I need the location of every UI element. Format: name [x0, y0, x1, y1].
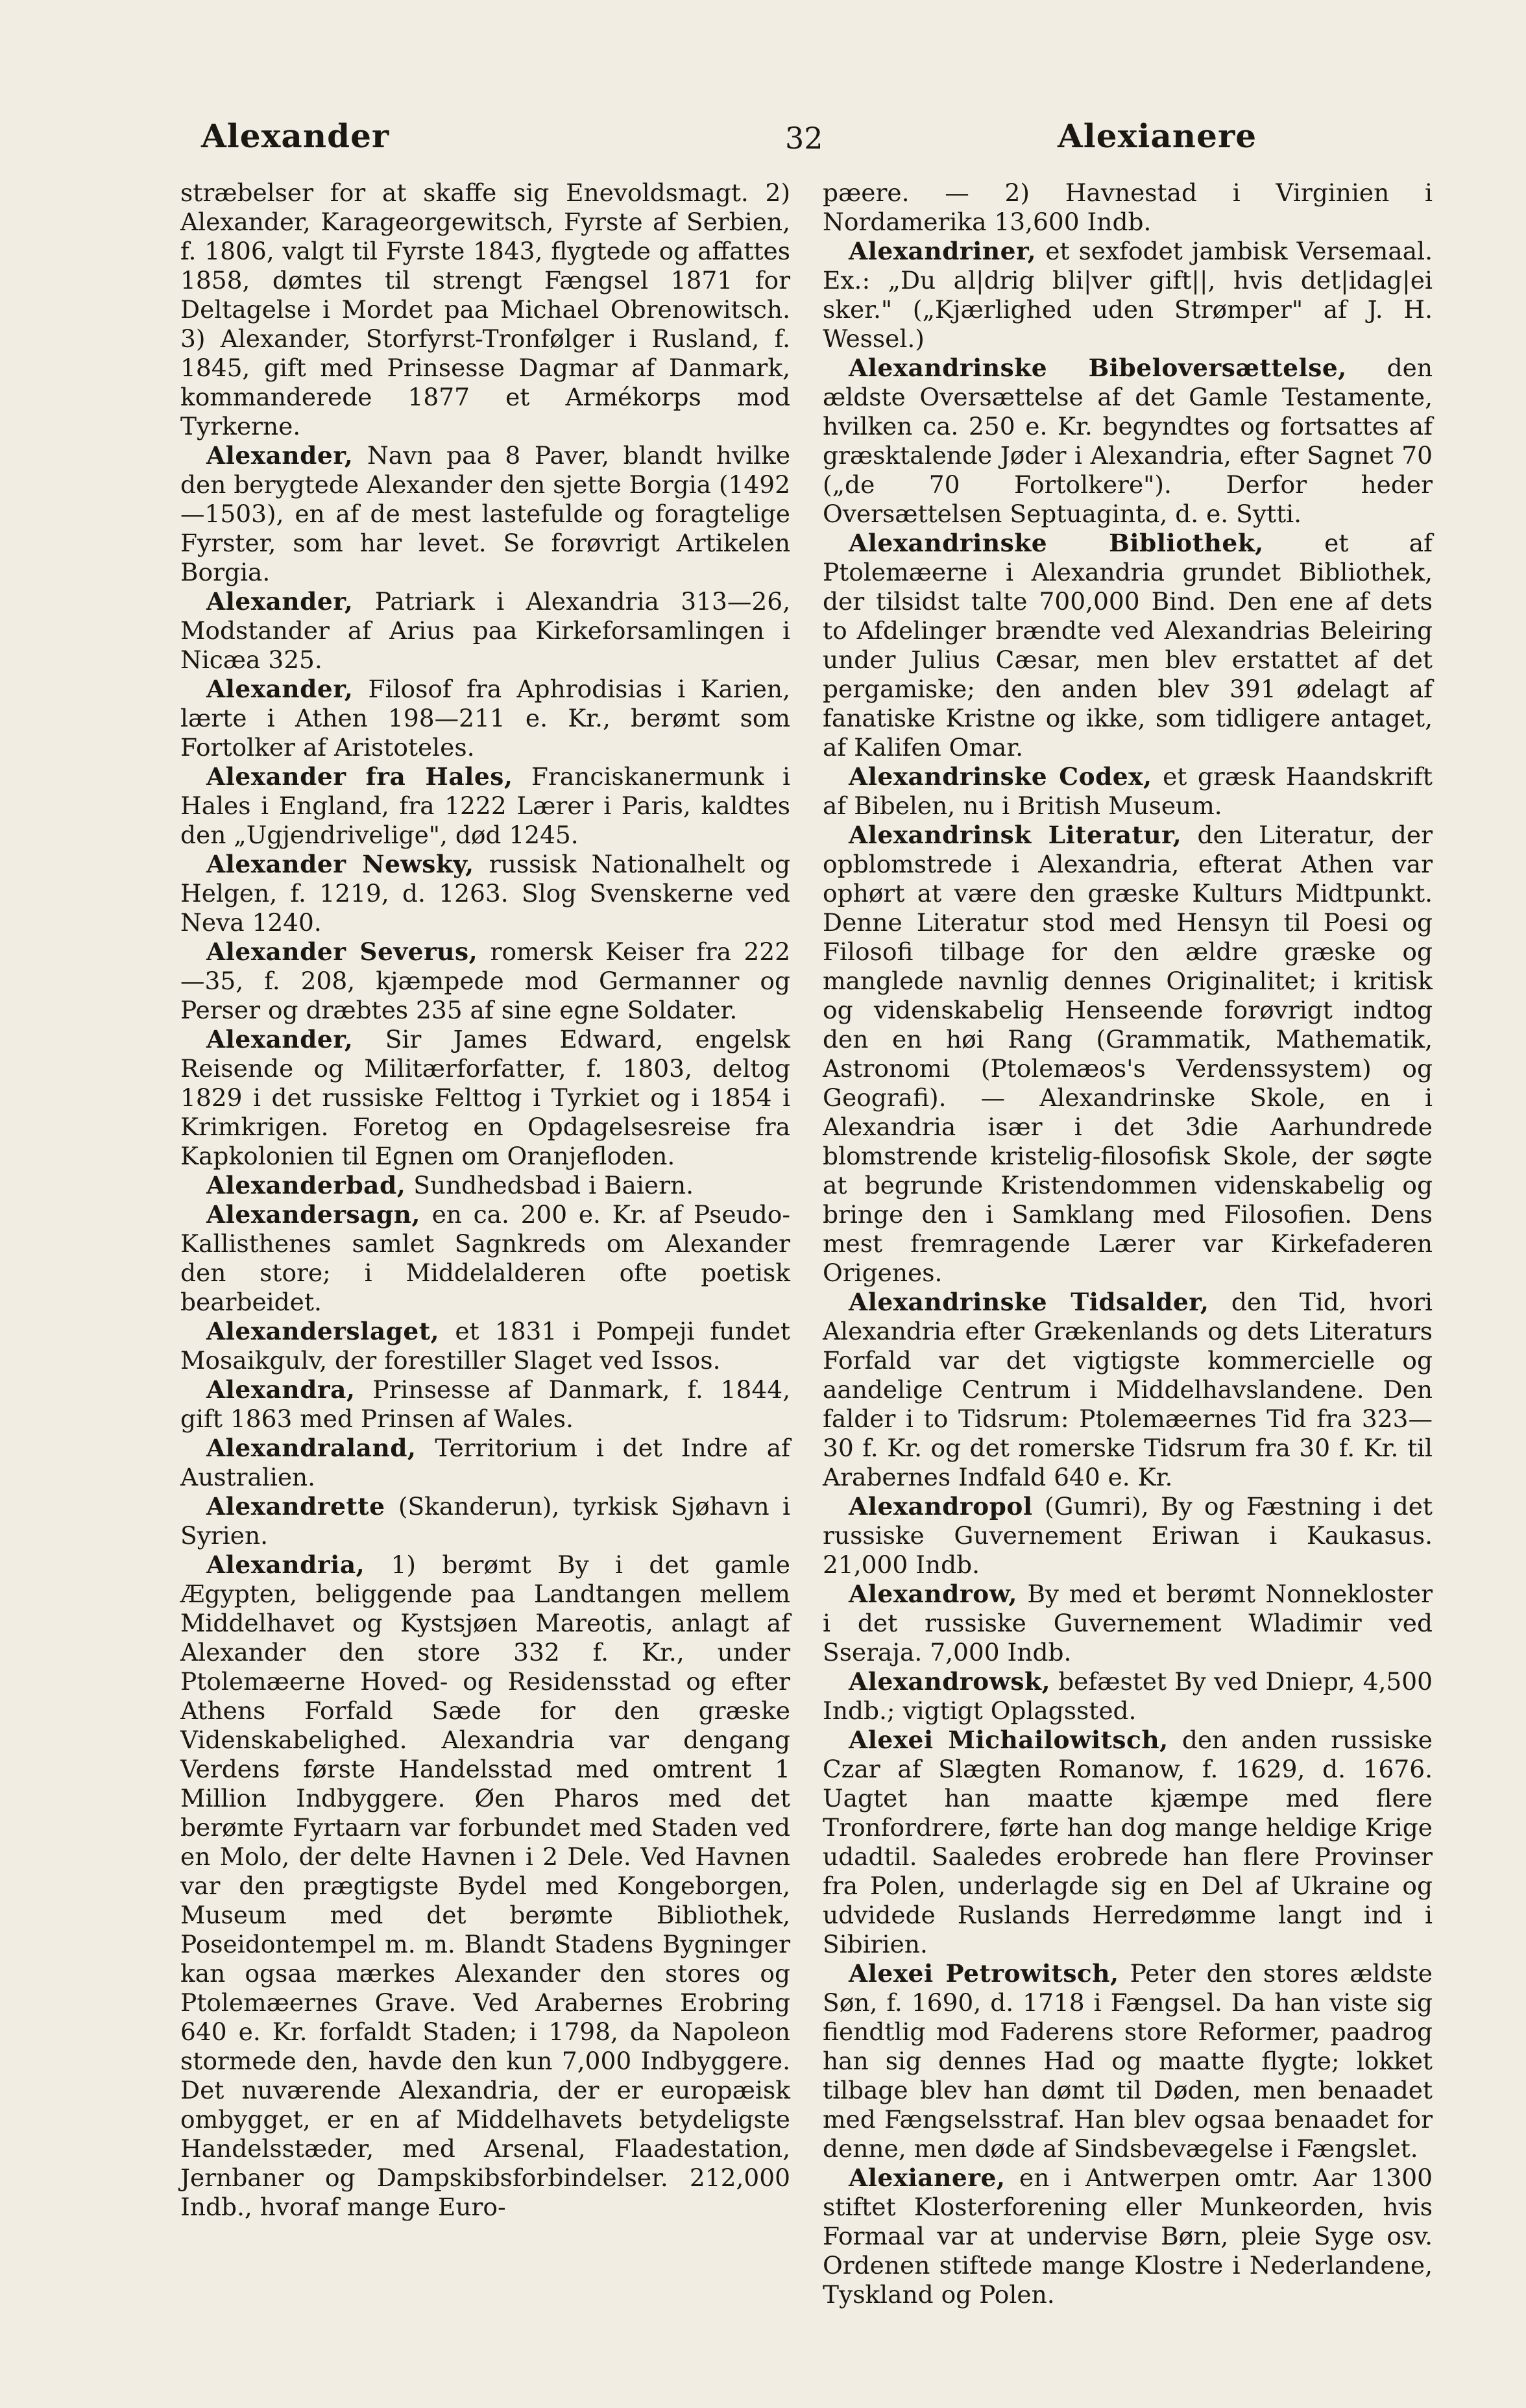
- entry-headword: Alexanderbad,: [206, 1171, 406, 1199]
- entry-text: en i Antwerpen omtr. Aar 1300 stiftet Klosterforening eller Munkeorden, hvis Formaal var at undervise Børn, pleie Syge osv. Ordenen stiftede mange Klostre i Nederlandene, Tyskland og Polen.: [823, 2163, 1433, 2309]
- entry-headword: Alexander fra Hales,: [206, 762, 513, 791]
- entry-headword: Alexander Severus,: [206, 937, 478, 966]
- page-number: 32: [785, 121, 823, 156]
- entry-text: By med et berømt Nonnekloster i det russiske Guvernement Wladimir ved Sseraja. 7,000 Indb.: [823, 1580, 1433, 1667]
- dictionary-entry: [180, 1200, 790, 1317]
- left-column: [180, 178, 790, 2222]
- dictionary-entry: [180, 441, 790, 587]
- entry-text: Filosof fra Aphrodisias i Karien, lærte i Athen 198—211 e. Kr., berømt som Fortolker af Aristoteles.: [180, 675, 790, 762]
- entry-headword: Alexandrinsk Literatur,: [849, 821, 1182, 849]
- entry-text: Sundhedsbad i Baiern.: [413, 1171, 694, 1199]
- entry-text: Patriark i Alexandria 313—26, Modstander af Arius paa Kirkeforsamlingen i Nicæa 325.: [180, 587, 791, 674]
- entry-headword: Alexandria,: [206, 1550, 365, 1579]
- entry-text: et 1831 i Pompeji fundet Mosaikgulv, der forestiller Slaget ved Issos.: [180, 1317, 790, 1375]
- entry-text: (Gumri), By og Fæstning i det russiske Guvernement Eriwan i Kaukasus. 21,000 Indb.: [823, 1492, 1433, 1579]
- entry-headword: Alexandrowsk,: [849, 1667, 1051, 1696]
- entry-text: Sir James Edward, engelsk Reisende og Militærforfatter, f. 1803, deltog 1829 i det russiske Felttog i Tyrkiet og i 1854 i Krimkrigen. Foretog en Opdagelsesreise fra Kapkolonien til Egnen om Oranjefloden.: [180, 1025, 791, 1170]
- dictionary-entry: [823, 354, 1433, 529]
- running-head-left: Alexander: [201, 117, 390, 155]
- entry-headword: Alexander,: [206, 675, 354, 703]
- entry-text: befæstet By ved Dniepr, 4,500 Indb.; vigtigt Oplagssted.: [823, 1667, 1433, 1725]
- entry-headword: Alexandersagn,: [206, 1200, 420, 1229]
- entry-headword: Alexandraland,: [206, 1434, 417, 1462]
- entry-text: et af Ptolemæerne i Alexandria grundet Bibliothek, der tilsidst talte 700,000 Bind. Den ene af dets to Afdelinger brændte ved Alexandrias Beleiring under Julius Cæsar, men blev erstattet af det pergamiske; den anden blev 391 ødelagt af fanatiske Kristne og ikke, som tidligere antaget, af Kalifen Omar.: [823, 529, 1433, 762]
- entry-text: Franciskanermunk i Hales i England, fra 1222 Lærer i Paris, kaldtes den „Ugjendrivelige", død 1245.: [180, 762, 791, 849]
- entry-text: Navn paa 8 Paver, blandt hvilke den berygtede Alexander den sjette Borgia (1492—1503), en af de mest lastefulde og foragtelige Fyrster, som har levet. Se forøvrigt Artikelen Borgia.: [180, 441, 791, 586]
- entry-headword: Alexandrow,: [849, 1580, 1017, 1608]
- entry-headword: Alexandra,: [206, 1375, 356, 1404]
- dictionary-entry: [823, 1492, 1433, 1580]
- dictionary-entry: [180, 850, 790, 937]
- dictionary-entry: [180, 1317, 790, 1375]
- right-column: [823, 178, 1433, 2309]
- entry-headword: Alexandrinske Bibliothek,: [849, 529, 1264, 557]
- dictionary-entry: [823, 178, 1433, 237]
- dictionary-entry: [823, 762, 1433, 821]
- dictionary-entry: [823, 1667, 1433, 1726]
- dictionary-entry: [180, 587, 790, 675]
- dictionary-entry: [823, 2163, 1433, 2309]
- entry-text: russisk Nationalhelt og Helgen, f. 1219, d. 1263. Slog Svenskerne ved Neva 1240.: [180, 850, 790, 937]
- entry-headword: Alexanderslaget,: [206, 1317, 440, 1345]
- entry-text: (Skanderun), tyrkisk Sjøhavn i Syrien.: [180, 1492, 791, 1550]
- dictionary-entry: [180, 1025, 790, 1171]
- dictionary-entry: [823, 821, 1433, 1288]
- entry-headword: Alexandrinske Bibeloversættelse,: [849, 354, 1347, 382]
- entry-text: den Tid, hvori Alexandria efter Grækenlands og dets Literaturs Forfald var det vigtigste kommercielle og aandelige Centrum i Middelhavslandene. Den falder i to Tidsrum: Ptolemæernes Tid fra 323—30 f. Kr. og det romerske Tidsrum fra 30 f. Kr. til Arabernes Indfald 640 e. Kr.: [823, 1288, 1433, 1491]
- entry-headword: Alexander,: [206, 587, 354, 616]
- entry-text: en ca. 200 e. Kr. af Pseudo-Kallisthenes samlet Sagnkreds om Alexander den store; i Middelalderen ofte poetisk bearbeidet.: [180, 1200, 790, 1316]
- dictionary-entry: [823, 1726, 1433, 1959]
- entry-text: den Literatur, der opblomstrede i Alexandria, efterat Athen var ophørt at være den græske Kulturs Midtpunkt. Denne Literatur stod med Hensyn til Poesi og Filosofi tilbage for den ældre græske og manglede navnlig dennes Originalitet; i kritisk og videnskabelig Henseende forøvrigt indtog den en høi Rang (Grammatik, Mathematik, Astronomi (Ptolemæos's Verdenssystem) og Geografi). — Alexandrinske Skole, en i Alexandria især i det 3die Aarhundrede blomstrende kristelig-filosofisk Skole, der søgte at begrunde Kristendommen videnskabelig og bringe den i Samklang med Filosofien. Dens mest fremragende Lærer var Kirkefaderen Origenes.: [823, 821, 1433, 1287]
- dictionary-entry: [180, 1434, 790, 1492]
- entry-headword: Alexander Newsky,: [206, 850, 474, 878]
- dictionary-entry: [180, 1375, 790, 1434]
- dictionary-entry: [823, 1580, 1433, 1667]
- entry-text: Peter den stores ældste Søn, f. 1690, d. 1718 i Fængsel. Da han viste sig fiendtlig mod Faderens store Reformer, paadrog han sig dennes Had og maatte flygte; lokket tilbage blev han dømt til Døden, men benaadet med Fængselsstraf. Han blev ogsaa benaadet for denne, men døde af Sindsbevægelse i Fængslet.: [823, 1959, 1433, 2163]
- dictionary-entry: [180, 1171, 790, 1200]
- entry-headword: Alexandrinske Tidsalder,: [849, 1288, 1209, 1316]
- dictionary-entry: [180, 1550, 790, 2222]
- dictionary-entry: [180, 937, 790, 1025]
- running-head-right: Alexianere: [1058, 117, 1257, 155]
- dictionary-entry: [823, 237, 1433, 354]
- entry-headword: Alexandriner,: [849, 237, 1037, 265]
- entry-text: 1) berømt By i det gamle Ægypten, beliggende paa Landtangen mellem Middelhavet og Kystsjøen Mareotis, anlagt af Alexander den store 332 f. Kr., under Ptolemæerne Hoved- og Residensstad og efter Athens Forfald Sæde for den græske Videnskabelighed. Alexandria var dengang Verdens første Handelsstad med omtrent 1 Million Indbyggere. Øen Pharos med det berømte Fyrtaarn var forbundet med Staden ved en Molo, der delte Havnen i 2 Dele. Ved Havnen var den prægtigste Bydel med Kongeborgen, Museum med det berømte Bibliothek, Poseidontempel m. m. Blandt Stadens Bygninger kan ogsaa mærkes Alexander den stores og Ptolemæernes Grave. Ved Arabernes Erobring 640 e. Kr. forfaldt Staden; i 1798, da Napoleon stormede den, havde den kun 7,000 Indbyggere. Det nuværende Alexandria, der er europæisk ombygget, er en af Middelhavets betydeligste Handelsstæder, med Arsenal, Flaadestation, Jernbaner og Dampskibsforbindelser. 212,000 Indb., hvoraf mange Euro-: [180, 1550, 790, 2221]
- entry-headword: Alexandropol: [849, 1492, 1033, 1521]
- entry-text: den anden russiske Czar af Slægten Romanow, f. 1629, d. 1676. Uagtet han maatte kjæmpe med flere Tronfordrere, førte han dog mange heldige Krige udadtil. Saaledes erobrede han flere Provinser fra Polen, underlagde sig en Del af Ukraine og udvidede Ruslands Herredømme langt ind i Sibirien.: [823, 1726, 1433, 1958]
- dictionary-entry: [823, 529, 1433, 762]
- entry-text: pæere. — 2) Havnestad i Virginien i Nordamerika 13,600 Indb.: [823, 178, 1433, 236]
- dictionary-entry: [823, 1288, 1433, 1492]
- entry-text: Prinsesse af Danmark, f. 1844, gift 1863 med Prinsen af Wales.: [180, 1375, 791, 1433]
- entry-text: den ældste Oversættelse af det Gamle Testamente, hvilken ca. 250 e. Kr. begyndtes og fortsattes af græsktalende Jøder i Alexandria, efter Sagnet 70 („de 70 Fortolkere"). Derfor heder Oversættelsen Septuaginta, d. e. Sytti.: [823, 354, 1433, 528]
- dictionary-entry: [180, 675, 790, 762]
- dictionary-entry: [180, 762, 790, 850]
- entry-headword: Alexander,: [206, 441, 354, 470]
- dictionary-entry: [823, 1959, 1433, 2163]
- entry-headword: Alexei Michailowitsch,: [849, 1726, 1169, 1754]
- entry-headword: Alexandrette: [206, 1492, 385, 1521]
- entry-headword: Alexianere,: [849, 2163, 1006, 2192]
- entry-headword: Alexandrinske Codex,: [849, 762, 1152, 791]
- entry-text: stræbelser for at skaffe sig Enevoldsmagt. 2) Alexander, Karageorgewitsch, Fyrste af Serbien, f. 1806, valgt til Fyrste 1843, flygtede og affattes 1858, dømtes til strengt Fængsel 1871 for Deltagelse i Mordet paa Michael Obrenowitsch. 3) Alexander, Storfyrst-Tronfølger i Rusland, f. 1845, gift med Prinsesse Dagmar af Danmark, kommanderede 1877 et Armékorps mod Tyrkerne.: [180, 178, 790, 440]
- dictionary-entry: [180, 1492, 790, 1550]
- entry-text: et græsk Haandskrift af Bibelen, nu i British Museum.: [823, 762, 1433, 820]
- entry-headword: Alexander,: [206, 1025, 354, 1054]
- entry-headword: Alexei Petrowitsch,: [849, 1959, 1119, 1988]
- dictionary-entry: [180, 178, 790, 441]
- entry-text: Territorium i det Indre af Australien.: [180, 1434, 790, 1491]
- entry-text: romersk Keiser fra 222—35, f. 208, kjæmpede mod Germanner og Perser og dræbtes 235 af sine egne Soldater.: [180, 937, 790, 1024]
- entry-text: et sexfodet jambisk Versemaal. Ex.: „Du al|drig bli|ver gift||, hvis det|idag|ei sker." („Kjærlighed uden Strømper" af J. H. Wessel.): [823, 237, 1433, 353]
